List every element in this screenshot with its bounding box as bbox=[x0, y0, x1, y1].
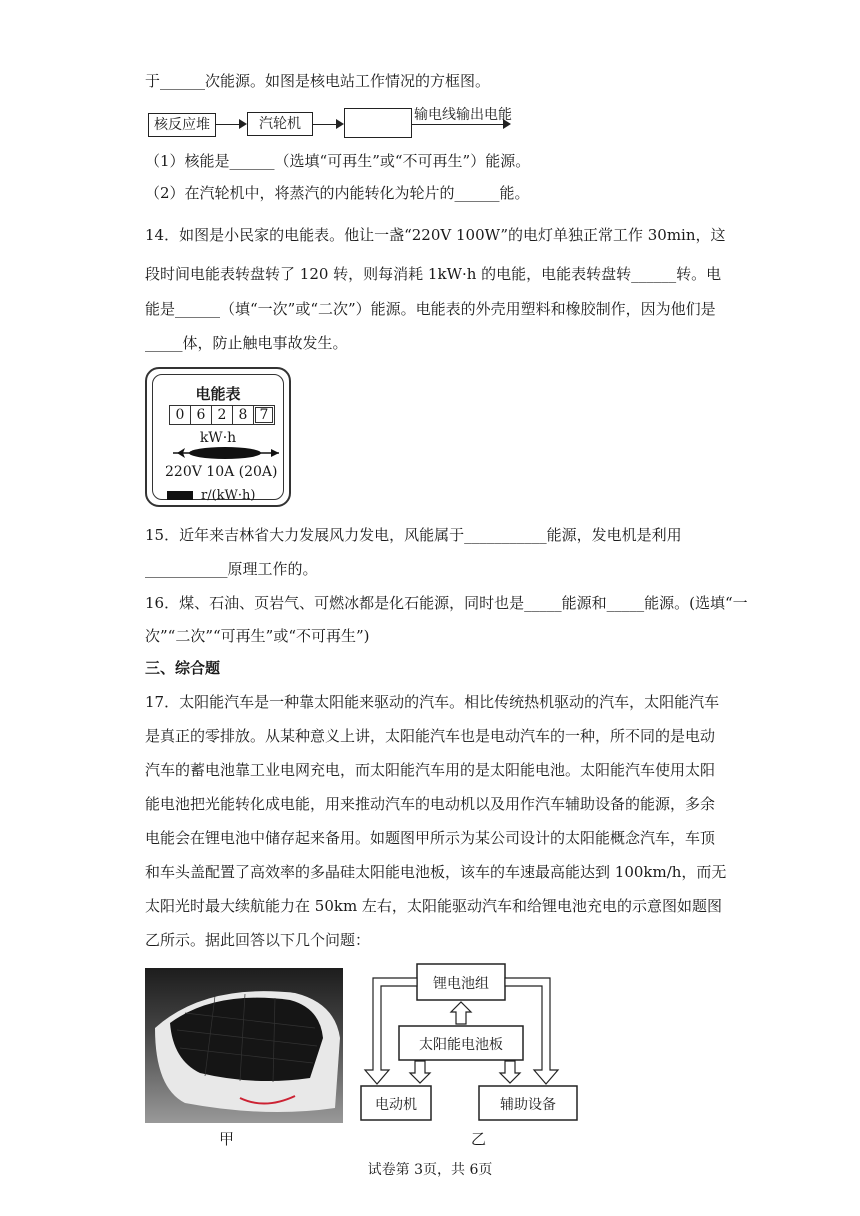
aux-label: 辅助设备 bbox=[500, 1097, 556, 1113]
meter-digit: 2 bbox=[211, 405, 233, 425]
flow-box-turbine: 汽轮机 bbox=[247, 112, 313, 136]
text-line: 太阳光时最大续航能力在 50km 左右，太阳能驱动汽车和给锂电池充电的示意图如题图 bbox=[145, 897, 722, 915]
electricity-meter bbox=[145, 367, 291, 507]
flow-box-blank bbox=[344, 108, 412, 138]
flow-output-label: 输电线输出电能 bbox=[414, 107, 512, 123]
text-line: 是真正的零排放。从某种意义上讲，太阳能汽车也是电动汽车的一种，所不同的是电动 bbox=[145, 727, 716, 745]
flow-arrow-output bbox=[411, 124, 509, 125]
meter-digit: 0 bbox=[169, 405, 191, 425]
meter-title: 电能表 bbox=[195, 385, 241, 403]
meter-digit: 8 bbox=[232, 405, 254, 425]
text-line: 次”“二次”“可再生”或“不可再生”) bbox=[145, 627, 370, 645]
text-line: 于______次能源。如图是核电站工作情况的方框图。 bbox=[145, 72, 491, 90]
hollow-arrow-up bbox=[451, 1002, 471, 1024]
text-line: 汽车的蓄电池靠工业电网充电，而太阳能汽车用的是太阳能电池。太阳能汽车使用太阳 bbox=[145, 761, 716, 779]
section-heading: 三、综合题 bbox=[145, 659, 221, 677]
hollow-arrow-down bbox=[500, 1061, 520, 1083]
meter-disc-icon bbox=[173, 445, 283, 461]
text-line: （2）在汽轮机中，将蒸汽的内能转化为轮片的______能。 bbox=[145, 184, 530, 202]
meter-unit: kW·h bbox=[199, 430, 237, 446]
panel-label: 太阳能电池板 bbox=[419, 1037, 503, 1053]
question-17: 17．太阳能汽车是一种靠太阳能来驱动的汽车。相比传统热机驱动的汽车，太阳能汽车 bbox=[145, 693, 720, 711]
battery-label: 锂电池组 bbox=[433, 976, 489, 992]
motor-label: 电动机 bbox=[375, 1097, 417, 1113]
meter-rev-blank bbox=[167, 491, 193, 500]
text-line: _____体，防止触电事故发生。 bbox=[145, 334, 348, 352]
text-line: （1）核能是______（选填“可再生”或“不可再生”）能源。 bbox=[145, 152, 531, 170]
meter-rating: 220V 10A (20A) bbox=[165, 464, 278, 480]
caption-b: 乙 bbox=[471, 1130, 487, 1148]
text-line: 和车头盖配置了高效率的多晶硅太阳能电池板，该车的车速最高能达到 100km/h，而无 bbox=[145, 863, 727, 881]
meter-frame bbox=[152, 374, 284, 503]
text-line: ___________原理工作的。 bbox=[145, 560, 318, 578]
question-14: 14．如图是小民家的电能表。他让一盏“220V 100W”的电灯单独正常工作 30min，这 bbox=[145, 226, 726, 244]
meter-digit-decimal: 7 bbox=[253, 405, 275, 425]
text-line: 能是______（填“一次”或“二次”）能源。电能表的外壳用塑料和橡胶制作，因为他们是 bbox=[145, 300, 716, 318]
meter-digits bbox=[170, 405, 275, 425]
text-line: 乙所示。据此回答以下几个问题： bbox=[145, 931, 371, 949]
meter-digit: 6 bbox=[190, 405, 212, 425]
solar-car-image bbox=[145, 968, 343, 1123]
question-15: 15．近年来吉林省大力发展风力发电，风能属于___________能源，发电机是利用 bbox=[145, 526, 682, 544]
flow-box-reactor: 核反应堆 bbox=[148, 113, 216, 137]
page-footer: 试卷第 3页，共 6页 bbox=[367, 1162, 493, 1178]
hollow-arrow-down bbox=[410, 1061, 430, 1083]
text-line: 段时间电能表转盘转了 120 转，则每消耗 1kW·h 的电能，电能表转盘转______转。电 bbox=[145, 265, 722, 283]
text-line: 电能会在锂电池中储存起来备用。如题图甲所示为某公司设计的太阳能概念汽车，车顶 bbox=[145, 829, 716, 847]
question-16: 16．煤、石油、页岩气、可燃冰都是化石能源，同时也是_____能源和_____能源。(选填“一 bbox=[145, 594, 748, 612]
meter-rev bbox=[167, 488, 255, 503]
flow-arrow bbox=[312, 124, 342, 125]
meter-rev-unit: r/(kW·h) bbox=[201, 488, 256, 503]
caption-a: 甲 bbox=[219, 1130, 235, 1148]
flow-arrow bbox=[215, 124, 245, 125]
text-line: 能电池把光能转化成电能，用来推动汽车的电动机以及用作汽车辅助设备的能源，多余 bbox=[145, 795, 716, 813]
solar-car-drawing bbox=[145, 968, 343, 1123]
